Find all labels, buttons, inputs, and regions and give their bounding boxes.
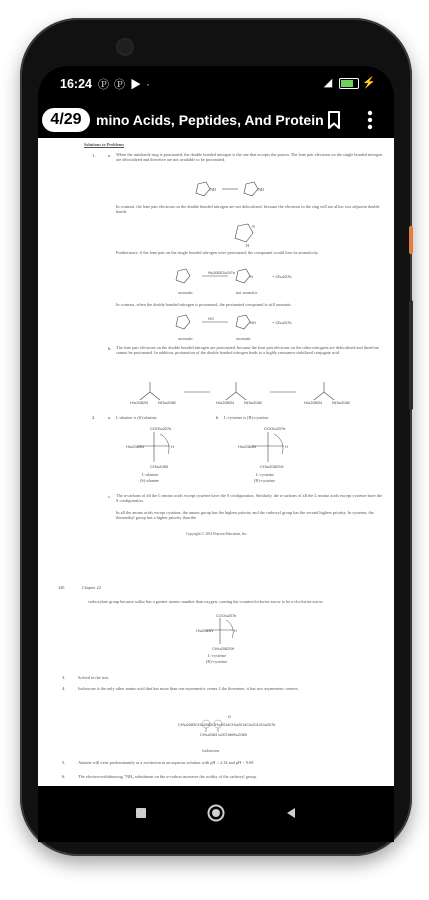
page-gap xyxy=(38,554,394,584)
svg-text:H: H xyxy=(171,444,174,449)
structure-label: L-cysteine xyxy=(208,653,227,658)
answer-text: L-alanine is (S)-alanine xyxy=(116,415,157,420)
back-icon[interactable] xyxy=(284,806,298,820)
paragraph: carboxylate group because sulfur has a greater atomic number than oxygen, causing the counterclockwise arrow to be a clockwise arrow. xyxy=(88,599,324,604)
power-button xyxy=(409,226,413,254)
status-time: 16:24 xyxy=(60,77,92,91)
protonation-scheme-1 xyxy=(168,266,308,288)
item-letter: a. xyxy=(108,415,112,420)
front-camera xyxy=(118,40,132,54)
imidazole-structure xyxy=(226,220,266,248)
more-options-icon[interactable] xyxy=(360,108,380,132)
structure-label: L-cysteine xyxy=(256,472,275,477)
structure-label: (S)-alanine xyxy=(140,478,160,483)
svg-text:H\u2082N: H\u2082N xyxy=(304,400,323,405)
battery-icon xyxy=(339,78,359,89)
solutions-heading: Solutions to Problems xyxy=(84,142,125,147)
svg-text:COO\u207b: COO\u207b xyxy=(216,614,237,618)
svg-text:NH: NH xyxy=(210,187,216,192)
svg-text:H\u2082N: H\u2082N xyxy=(130,400,149,405)
answer-text: Solved in the text. xyxy=(78,675,110,680)
svg-text:COO\u207b: COO\u207b xyxy=(150,426,172,431)
svg-text:+ Cl\u207b: + Cl\u207b xyxy=(272,274,292,279)
device-screen xyxy=(38,66,394,842)
item-letter: c. xyxy=(108,494,112,499)
item-number: 3. xyxy=(62,675,66,680)
document-title: mino Acids, Peptides, And Protein xyxy=(96,112,324,128)
svg-text:NH: NH xyxy=(250,320,256,325)
svg-text:NH\u2082: NH\u2082 xyxy=(158,400,177,405)
paragraph: The electron-withdrawing ⁺NH₃ substituent on the α-carbon increases the acidity of the carboxyl group. xyxy=(78,774,257,779)
paragraph: Isoleucine is the only other amino acid that has more than one asymmetric center. Like threonine, it has two asymmetric centers. xyxy=(78,686,299,691)
structure-label: isoleucine xyxy=(202,748,220,753)
svg-text:O: O xyxy=(228,715,231,719)
svg-text:H\u2083N: H\u2083N xyxy=(196,629,214,633)
signal-battery-icons xyxy=(324,76,376,89)
structure-label: not aromatic xyxy=(236,290,258,295)
svg-text:HCl: HCl xyxy=(208,317,214,321)
notification-icons: Ⓟ Ⓟ ▶ · xyxy=(98,79,151,91)
structure-label: aromatic xyxy=(178,336,194,341)
svg-text:H: H xyxy=(234,629,237,633)
charging-icon: ⚡ xyxy=(362,77,376,89)
imidazole-protonation-structure xyxy=(188,178,278,202)
paragraph: The lone pair electrons on the double bonded nitrogen are protonated, because the lone pair electrons on the other nitrogens are delocalized and therefore cannot be protonated. In addition, protonation of the double bonded nitrogen leads to a highly resonance stabilized conjugate acid. xyxy=(116,345,380,356)
page-indicator[interactable]: 4/29 xyxy=(42,108,90,132)
chapter-header: Chapter 22 xyxy=(82,585,101,590)
status-bar xyxy=(38,66,394,102)
item-number: 2. xyxy=(92,415,96,420)
recents-icon[interactable] xyxy=(134,806,148,820)
svg-text:+ Cl\u207b: + Cl\u207b xyxy=(272,320,292,325)
paragraph: Alanine will exist predominantly as a zwitterion in an aqueous solution with pH > 2.34 and pH < 9.69. xyxy=(78,760,255,765)
navigation-bar xyxy=(38,786,394,842)
svg-text:CH\u2083: CH\u2083 xyxy=(150,464,169,469)
svg-text:H\u2083N: H\u2083N xyxy=(126,444,145,449)
l-alanine-structure xyxy=(124,424,184,472)
item-number: 4. xyxy=(62,686,66,691)
svg-text:H\u2083N: H\u2083N xyxy=(238,444,257,449)
item-letter: b. xyxy=(216,415,220,420)
svg-text:CH\u2083 \u207aNH\u2083: CH\u2083 \u207aNH\u2083 xyxy=(200,733,247,737)
svg-text:NH\u2082: NH\u2082 xyxy=(332,400,351,405)
structure-label: aromatic xyxy=(178,290,194,295)
app-toolbar xyxy=(38,102,394,138)
paragraph: Furthermore, if the lone pair on the single bonded nitrogen were protonated, the compound would lose its aromaticity. xyxy=(116,250,319,255)
item-number: 5. xyxy=(62,760,66,765)
signal-icon: ◢ xyxy=(323,77,336,89)
protonation-scheme-2 xyxy=(168,312,308,334)
svg-text:H\u2083O\u207a: H\u2083O\u207a xyxy=(208,271,235,275)
paragraph: In all the amino acids except cysteine, the amino group has the highest priority and the carboxyl group has the second highest priority. In cysteine, the thiomethyl group has a higher priority than the xyxy=(116,510,374,521)
copyright-footer: Copyright © 2014 Pearson Education, Inc. xyxy=(186,532,248,536)
item-number: 1. xyxy=(92,153,96,158)
resonance-structures xyxy=(128,376,378,410)
structure-label: aromatic xyxy=(236,336,252,341)
svg-text:NH\u2082: NH\u2082 xyxy=(244,400,263,405)
svg-text:H: H xyxy=(246,243,249,248)
volume-button xyxy=(409,300,413,410)
svg-text:COO\u207b: COO\u207b xyxy=(264,426,286,431)
structure-label: (R)-cysteine xyxy=(206,659,228,664)
answer-text: L-cysteine is (R)-cysteine xyxy=(224,415,269,420)
cysteine-structure xyxy=(196,612,246,652)
paragraph: When the imidazole ring is protonated, the double bonded nitrogen is the one that accepts the proton. The lone pair electrons on the single bonded nitrogen are delocalized and therefore are not available to be protonated. xyxy=(116,152,383,163)
pdf-viewer[interactable] xyxy=(38,138,394,786)
isoleucine-structure xyxy=(178,710,276,746)
svg-text:CH\u2083CH\u2082CH\u2014CH\u20: CH\u2083CH\u2082CH\u2014CH\u2014C\u2014O\u207b xyxy=(178,723,276,727)
paragraph: The α-carbons of all the L-amino acids except cysteine have the S configuration. Similarly, the α-carbons of all the L-amino acids except cysteine have the S configuration. xyxy=(116,493,382,504)
item-letter: a. xyxy=(108,153,112,158)
svg-text:H: H xyxy=(285,444,288,449)
svg-text:CH\u2082SH: CH\u2082SH xyxy=(212,647,235,651)
page-number: 340 xyxy=(58,585,65,590)
structure-label: L-alanine xyxy=(142,472,159,477)
home-icon[interactable] xyxy=(206,803,226,823)
l-cysteine-structure xyxy=(234,424,304,472)
structure-label: (R)-cysteine xyxy=(254,478,276,483)
item-number: 6. xyxy=(62,774,66,779)
svg-text:NH: NH xyxy=(258,187,264,192)
svg-text:N: N xyxy=(250,274,253,279)
bookmark-icon[interactable] xyxy=(324,110,344,130)
svg-text:N: N xyxy=(252,224,255,229)
svg-text:CH\u2082SH: CH\u2082SH xyxy=(260,464,284,469)
svg-text:H\u2082N: H\u2082N xyxy=(216,400,235,405)
item-letter: b. xyxy=(108,346,112,351)
paragraph: In contrast, when the double bonded nitrogen is protonated, the protonated compound is still aromatic. xyxy=(116,302,293,307)
paragraph: In contrast, the lone pair electrons on the double bonded nitrogen are not delocalized, because the electrons in the ring will not allow two adjacent double bonds. xyxy=(116,204,380,215)
